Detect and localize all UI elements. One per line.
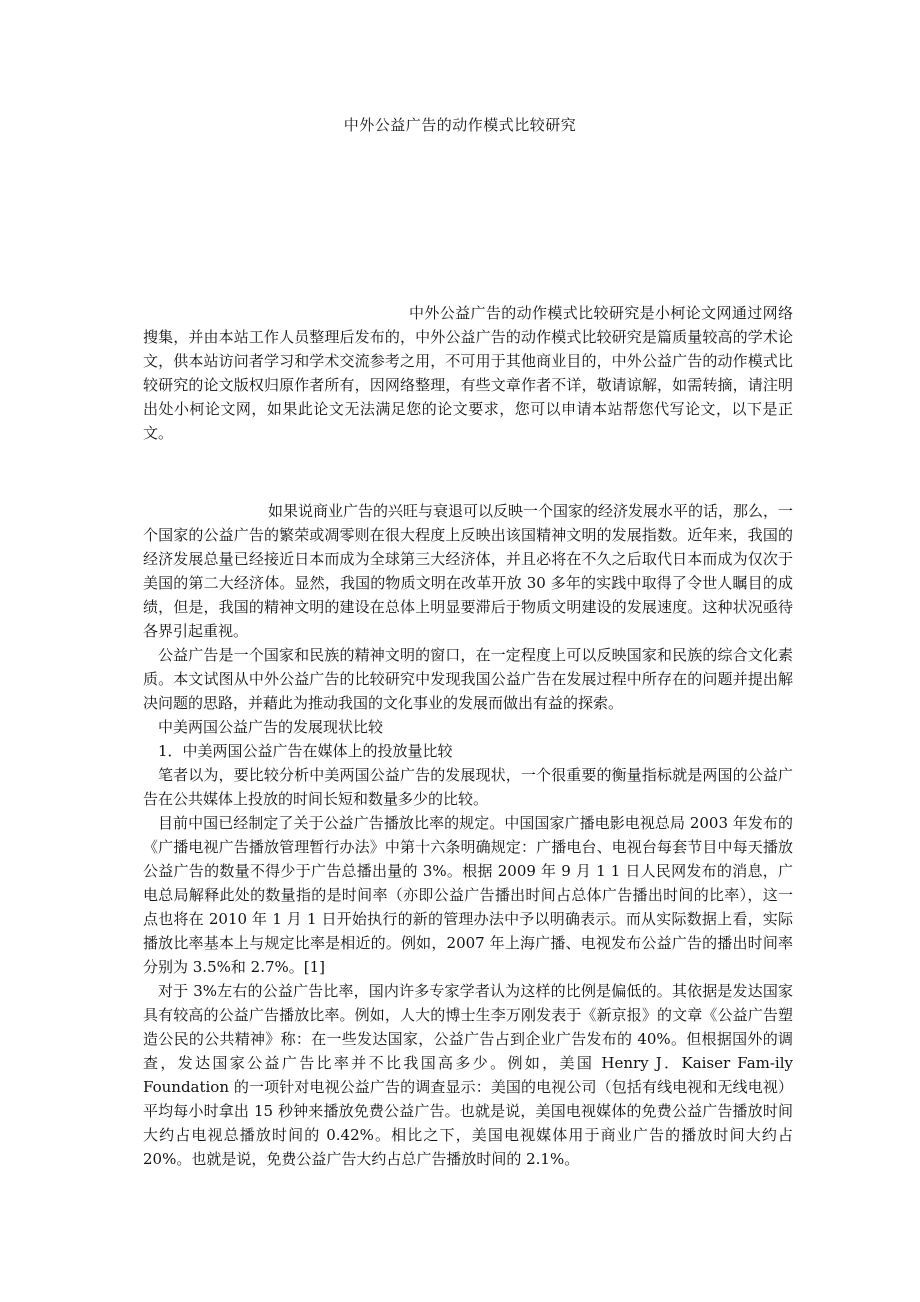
intro-section bbox=[143, 301, 793, 445]
body-paragraph-3: 笔者以为，要比较分析中美两国公益广告的发展现状，一个很重要的衡量指标就是两国的公益广告在公共媒体上投放的时间长短和数量多少的比较。 bbox=[143, 766, 793, 808]
subsection-heading: 1．中美两国公益广告在媒体上的投放量比较 bbox=[158, 742, 453, 760]
section-heading: 中美两国公益广告的发展现状比较 bbox=[158, 718, 384, 736]
intro-paragraph: 中外公益广告的动作模式比较研究是小柯论文网通过网络搜集，并由本站工作人员整理后发布的，中外公益广告的动作模式比较研究是篇质量较高的学术论文，供本站访问者学习和学术交流参考之用，不可用于其他商业目的，中外公益广告的动作模式比较研究的论文版权归原作者所有，因网络整理，有些文章作者不详，敬请谅解，如需转摘，请注明出处小柯论文网，如果此论文无法满足您的论文要求，您可以申请本站帮您代写论文，以下是正文。 bbox=[143, 304, 793, 442]
body-paragraph-2: 公益广告是一个国家和民族的精神文明的窗口，在一定程度上可以反映国家和民族的综合文化素质。本文试图从中外公益广告的比较研究中发现我国公益广告在发展过程中所存在的问题并提出解决问题的思路，并藉此为推动我国的文化事业的发展而做出有益的探索。 bbox=[143, 646, 793, 712]
body-section bbox=[143, 499, 793, 1171]
body-paragraph-4: 目前中国已经制定了关于公益广告播放比率的规定。中国国家广播电影电视总局 2003 年发布的《广播电视广告播放管理暂行办法》中第十六条明确规定：广播电台、电视台每套节目中每天播放公益广告的数量不得少于广告总播出量的 3%。根据 2009 年 9 月 1 1 日人民网发布的消息，广电总局解释此处的数量指的是时间率（亦即公益广告播出时间占总体广告播出时间的比率），这一点也将在 2010 年 1 月 1 日开始执行的新的管理办法中予以明确表示。而从实际数据上看，实际播放比率基本上与规定比率是相近的。例如，2007 年上海广播、电视发布公益广告的播出时间率分别为 3.5%和 2.7%。[1] bbox=[143, 814, 793, 976]
body-paragraph-1: 如果说商业广告的兴旺与衰退可以反映一个国家的经济发展水平的话，那么，一个国家的公益广告的繁荣或凋零则在很大程度上反映出该国精神文明的发展指数。近年来，我国的经济发展总量已经接近日本而成为全球第三大经济体，并且必将在不久之后取代日本而成为仅次于美国的第二大经济体。显然，我国的物质文明在改革开放 30 多年的实践中取得了令世人瞩目的成绩，但是，我国的精神文明的建设在总体上明显要滞后于物质文明建设的发展速度。这种状况亟待各界引起重视。 bbox=[143, 502, 794, 640]
document-title: 中外公益广告的动作模式比较研究 bbox=[343, 116, 577, 134]
body-paragraph-5: 对于 3%左右的公益广告比率，国内许多专家学者认为这样的比例是偏低的。其依据是发达国家具有较高的公益广告播放比率。例如，人大的博士生李万刚发表于《新京报》的文章《公益广告塑造公民的公共精神》称：在一些发达国家，公益广告占到企业广告发布的 40%。但根据国外的调查，发达国家公益广告比率并不比我国高多少。例如，美国 Henry J．Kaiser Fam-ily Foundation 的一项针对电视公益广告的调查显示：美国的电视公司（包括有线电视和无线电视）平均每小时拿出 15 秒钟来播放免费公益广告。也就是说，美国电视媒体的免费公益广告播放时间大约占电视总播放时间的 0.42%。相比之下，美国电视媒体用于商业广告的播放时间大约占 20%。也就是说，免费公益广告大约占总广告播放时间的 2.1%。 bbox=[143, 982, 793, 1168]
